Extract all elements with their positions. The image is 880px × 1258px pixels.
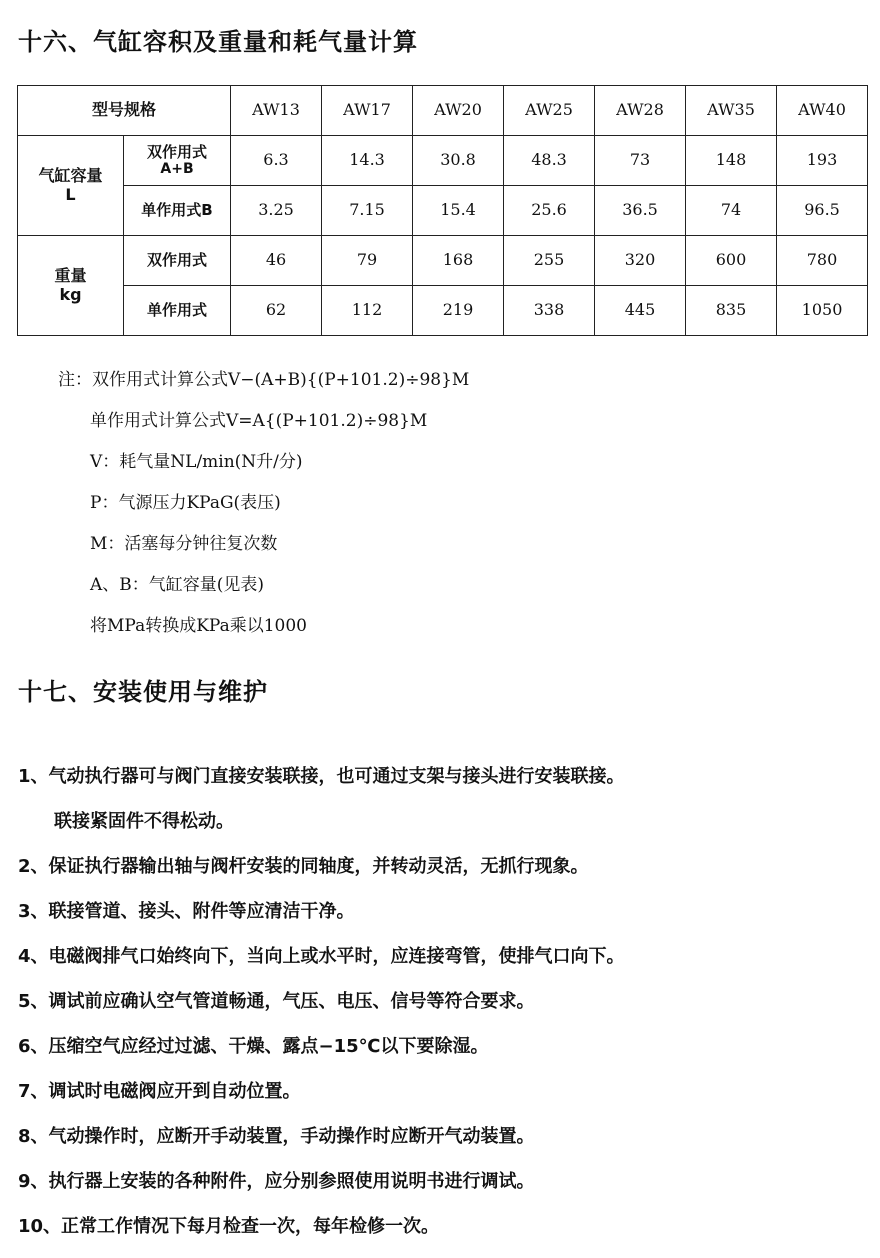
value-cell: 219 <box>413 286 504 336</box>
value-cell: 445 <box>595 286 686 336</box>
section-17-title: 十七、安装使用与维护 <box>18 678 268 706</box>
model-cell: AW13 <box>231 86 322 136</box>
model-cell: AW28 <box>595 86 686 136</box>
list-item: 3、联接管道、接头、附件等应清洁干净。 <box>18 901 355 922</box>
table-row <box>18 136 868 186</box>
list-item: 7、调试时电磁阀应开到自动位置。 <box>18 1081 301 1102</box>
note-line: 单作用式计算公式V=A{(P+101.2)÷98}M <box>90 411 428 431</box>
value-cell: 14.3 <box>322 136 413 186</box>
value-cell: 7.15 <box>322 186 413 236</box>
list-item: 9、执行器上安装的各种附件，应分别参照使用说明书进行调试。 <box>18 1171 535 1192</box>
value-cell: 62 <box>231 286 322 336</box>
row-label: 双作用式 <box>147 142 208 161</box>
value-cell: 3.25 <box>231 186 322 236</box>
volume-double-label <box>124 136 231 186</box>
value-cell: 48.3 <box>504 136 595 186</box>
model-cell: AW17 <box>322 86 413 136</box>
model-cell: AW25 <box>504 86 595 136</box>
list-item: 2、保证执行器输出轴与阀杆安装的同轴度，并转动灵活，无抓行现象。 <box>18 856 589 877</box>
volume-single-label: 单作用式B <box>124 186 231 236</box>
weight-group-label <box>18 236 124 336</box>
list-item: 6、压缩空气应经过过滤、干燥、露点−15℃以下要除湿。 <box>18 1036 489 1057</box>
row-sublabel: A+B <box>160 161 194 178</box>
table-row <box>18 186 868 236</box>
value-cell: 6.3 <box>231 136 322 186</box>
volume-group-label <box>18 136 124 236</box>
note-line: 注：双作用式计算公式V−(A+B){(P+101.2)÷98}M <box>58 370 470 390</box>
model-cell: AW35 <box>686 86 777 136</box>
value-cell: 79 <box>322 236 413 286</box>
value-cell: 74 <box>686 186 777 236</box>
value-cell: 1050 <box>777 286 868 336</box>
note-line: P：气源压力KPaG(表压) <box>90 493 281 513</box>
formula-notes <box>58 360 469 647</box>
value-cell: 46 <box>231 236 322 286</box>
list-item: 5、调试前应确认空气管道畅通，气压、电压、信号等符合要求。 <box>18 991 535 1012</box>
value-cell: 255 <box>504 236 595 286</box>
cylinder-spec-table <box>17 85 868 336</box>
note-line: M：活塞每分钟往复次数 <box>90 534 278 554</box>
value-cell: 835 <box>686 286 777 336</box>
weight-double-label: 双作用式 <box>124 236 231 286</box>
volume-unit: L <box>65 184 76 204</box>
value-cell: 36.5 <box>595 186 686 236</box>
table-row <box>18 286 868 336</box>
model-cell: AW20 <box>413 86 504 136</box>
value-cell: 193 <box>777 136 868 186</box>
weight-single-label: 单作用式 <box>124 286 231 336</box>
section-16-title: 十六、气缸容积及重量和耗气量计算 <box>18 28 418 56</box>
value-cell: 320 <box>595 236 686 286</box>
value-cell: 96.5 <box>777 186 868 236</box>
value-cell: 30.8 <box>413 136 504 186</box>
value-cell: 600 <box>686 236 777 286</box>
list-item: 1、气动执行器可与阀门直接安装联接，也可通过支架与接头进行安装联接。 <box>18 766 625 787</box>
note-line: V：耗气量NL/min(N升/分) <box>90 452 303 472</box>
volume-label: 气缸容量 <box>38 166 103 186</box>
table-header-row <box>18 86 868 136</box>
weight-unit: kg <box>59 284 82 304</box>
note-line: A、B：气缸容量(见表) <box>90 575 265 595</box>
maintenance-list <box>18 754 625 1249</box>
list-item: 8、气动操作时，应断开手动装置，手动操作时应断开气动装置。 <box>18 1126 535 1147</box>
value-cell: 168 <box>413 236 504 286</box>
value-cell: 112 <box>322 286 413 336</box>
value-cell: 73 <box>595 136 686 186</box>
list-item: 4、电磁阀排气口始终向下，当向上或水平时，应连接弯管，使排气口向下。 <box>18 946 625 967</box>
value-cell: 148 <box>686 136 777 186</box>
header-label: 型号规格 <box>18 86 231 136</box>
weight-label: 重量 <box>54 266 87 286</box>
value-cell: 338 <box>504 286 595 336</box>
value-cell: 25.6 <box>504 186 595 236</box>
model-cell: AW40 <box>777 86 868 136</box>
value-cell: 15.4 <box>413 186 504 236</box>
table-row <box>18 236 868 286</box>
list-item-continuation: 联接紧固件不得松动。 <box>54 811 234 832</box>
list-item: 10、正常工作情况下每月检查一次，每年检修一次。 <box>18 1216 440 1237</box>
value-cell: 780 <box>777 236 868 286</box>
note-line: 将MPa转换成KPa乘以1000 <box>90 616 307 636</box>
